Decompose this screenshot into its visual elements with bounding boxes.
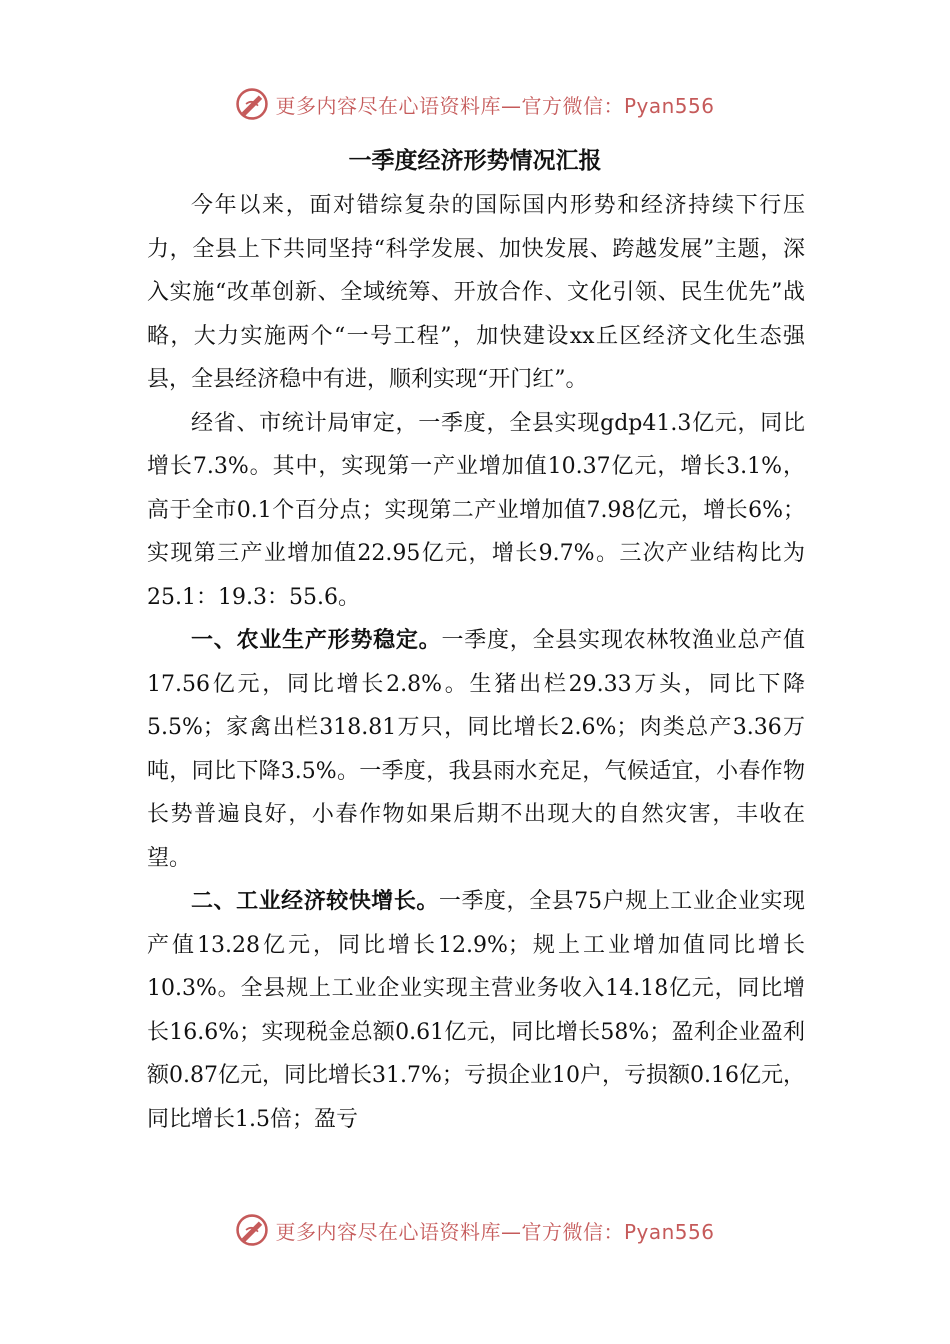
paragraph	[147, 880, 805, 1141]
banner-text: 更多内容尽在心语资料库—官方微信：Pyan556	[275, 1219, 715, 1244]
document-body	[147, 184, 805, 1141]
paragraph-heading: 一、农业生产形势稳定。	[191, 627, 442, 653]
paragraph-text: 一季度，全县实现农林牧渔业总产值17.56亿元，同比增长2.8%。生猪出栏29.33万头，同比下降5.5%；家禽出栏318.81万只，同比增长2.6%；肉类总产3.36万吨，同比下降3.5%。一季度，我县雨水充足，气候适宜，小春作物长势普遍良好，小春作物如果后期不出现大的自然灾害，丰收在望。	[147, 628, 805, 871]
document-title: 一季度经济形势情况汇报	[348, 147, 602, 174]
paragraph-heading: 二、工业经济较快增长。	[191, 888, 439, 914]
paragraph	[147, 184, 805, 402]
paragraph-text: 今年以来，面对错综复杂的国际国内形势和经济持续下行压力，全县上下共同坚持“科学发展、加快发展、跨越发展”主题，深入实施“改革创新、全域统筹、开放合作、文化引领、民生优先”战略，大力实施两个“一号工程”，加快建设xx丘区经济文化生态强县，全县经济稳中有进，顺利实现“开门红”。	[147, 193, 805, 392]
pen-seal-logo-icon	[235, 1213, 269, 1247]
paragraph-text: 一季度，全县75户规上工业企业实现产值13.28亿元，同比增长12.9%；规上工业增加值同比增长10.3%。全县规上工业企业实现主营业务收入14.18亿元，同比增长16.6%；实现税金总额0.61亿元，同比增长58%；盈利企业盈利额0.87亿元，同比增长31.7%；亏损企业10户，亏损额0.16亿元，同比增长1.5倍；盈亏	[147, 889, 805, 1132]
header-banner	[0, 84, 950, 124]
paragraph	[147, 619, 805, 880]
banner-text: 更多内容尽在心语资料库—官方微信：Pyan556	[275, 93, 715, 118]
paragraph-text: 经省、市统计局审定，一季度，全县实现gdp41.3亿元，同比增长7.3%。其中，实现第一产业增加值10.37亿元，增长3.1%，高于全市0.1个百分点；实现第二产业增加值7.98亿元，增长6%；实现第三产业增加值22.95亿元，增长9.7%。三次产业结构比为25.1：19.3：55.6。	[147, 410, 805, 610]
footer-banner	[0, 1210, 950, 1250]
pen-seal-logo-icon	[235, 87, 269, 121]
paragraph	[147, 402, 805, 620]
